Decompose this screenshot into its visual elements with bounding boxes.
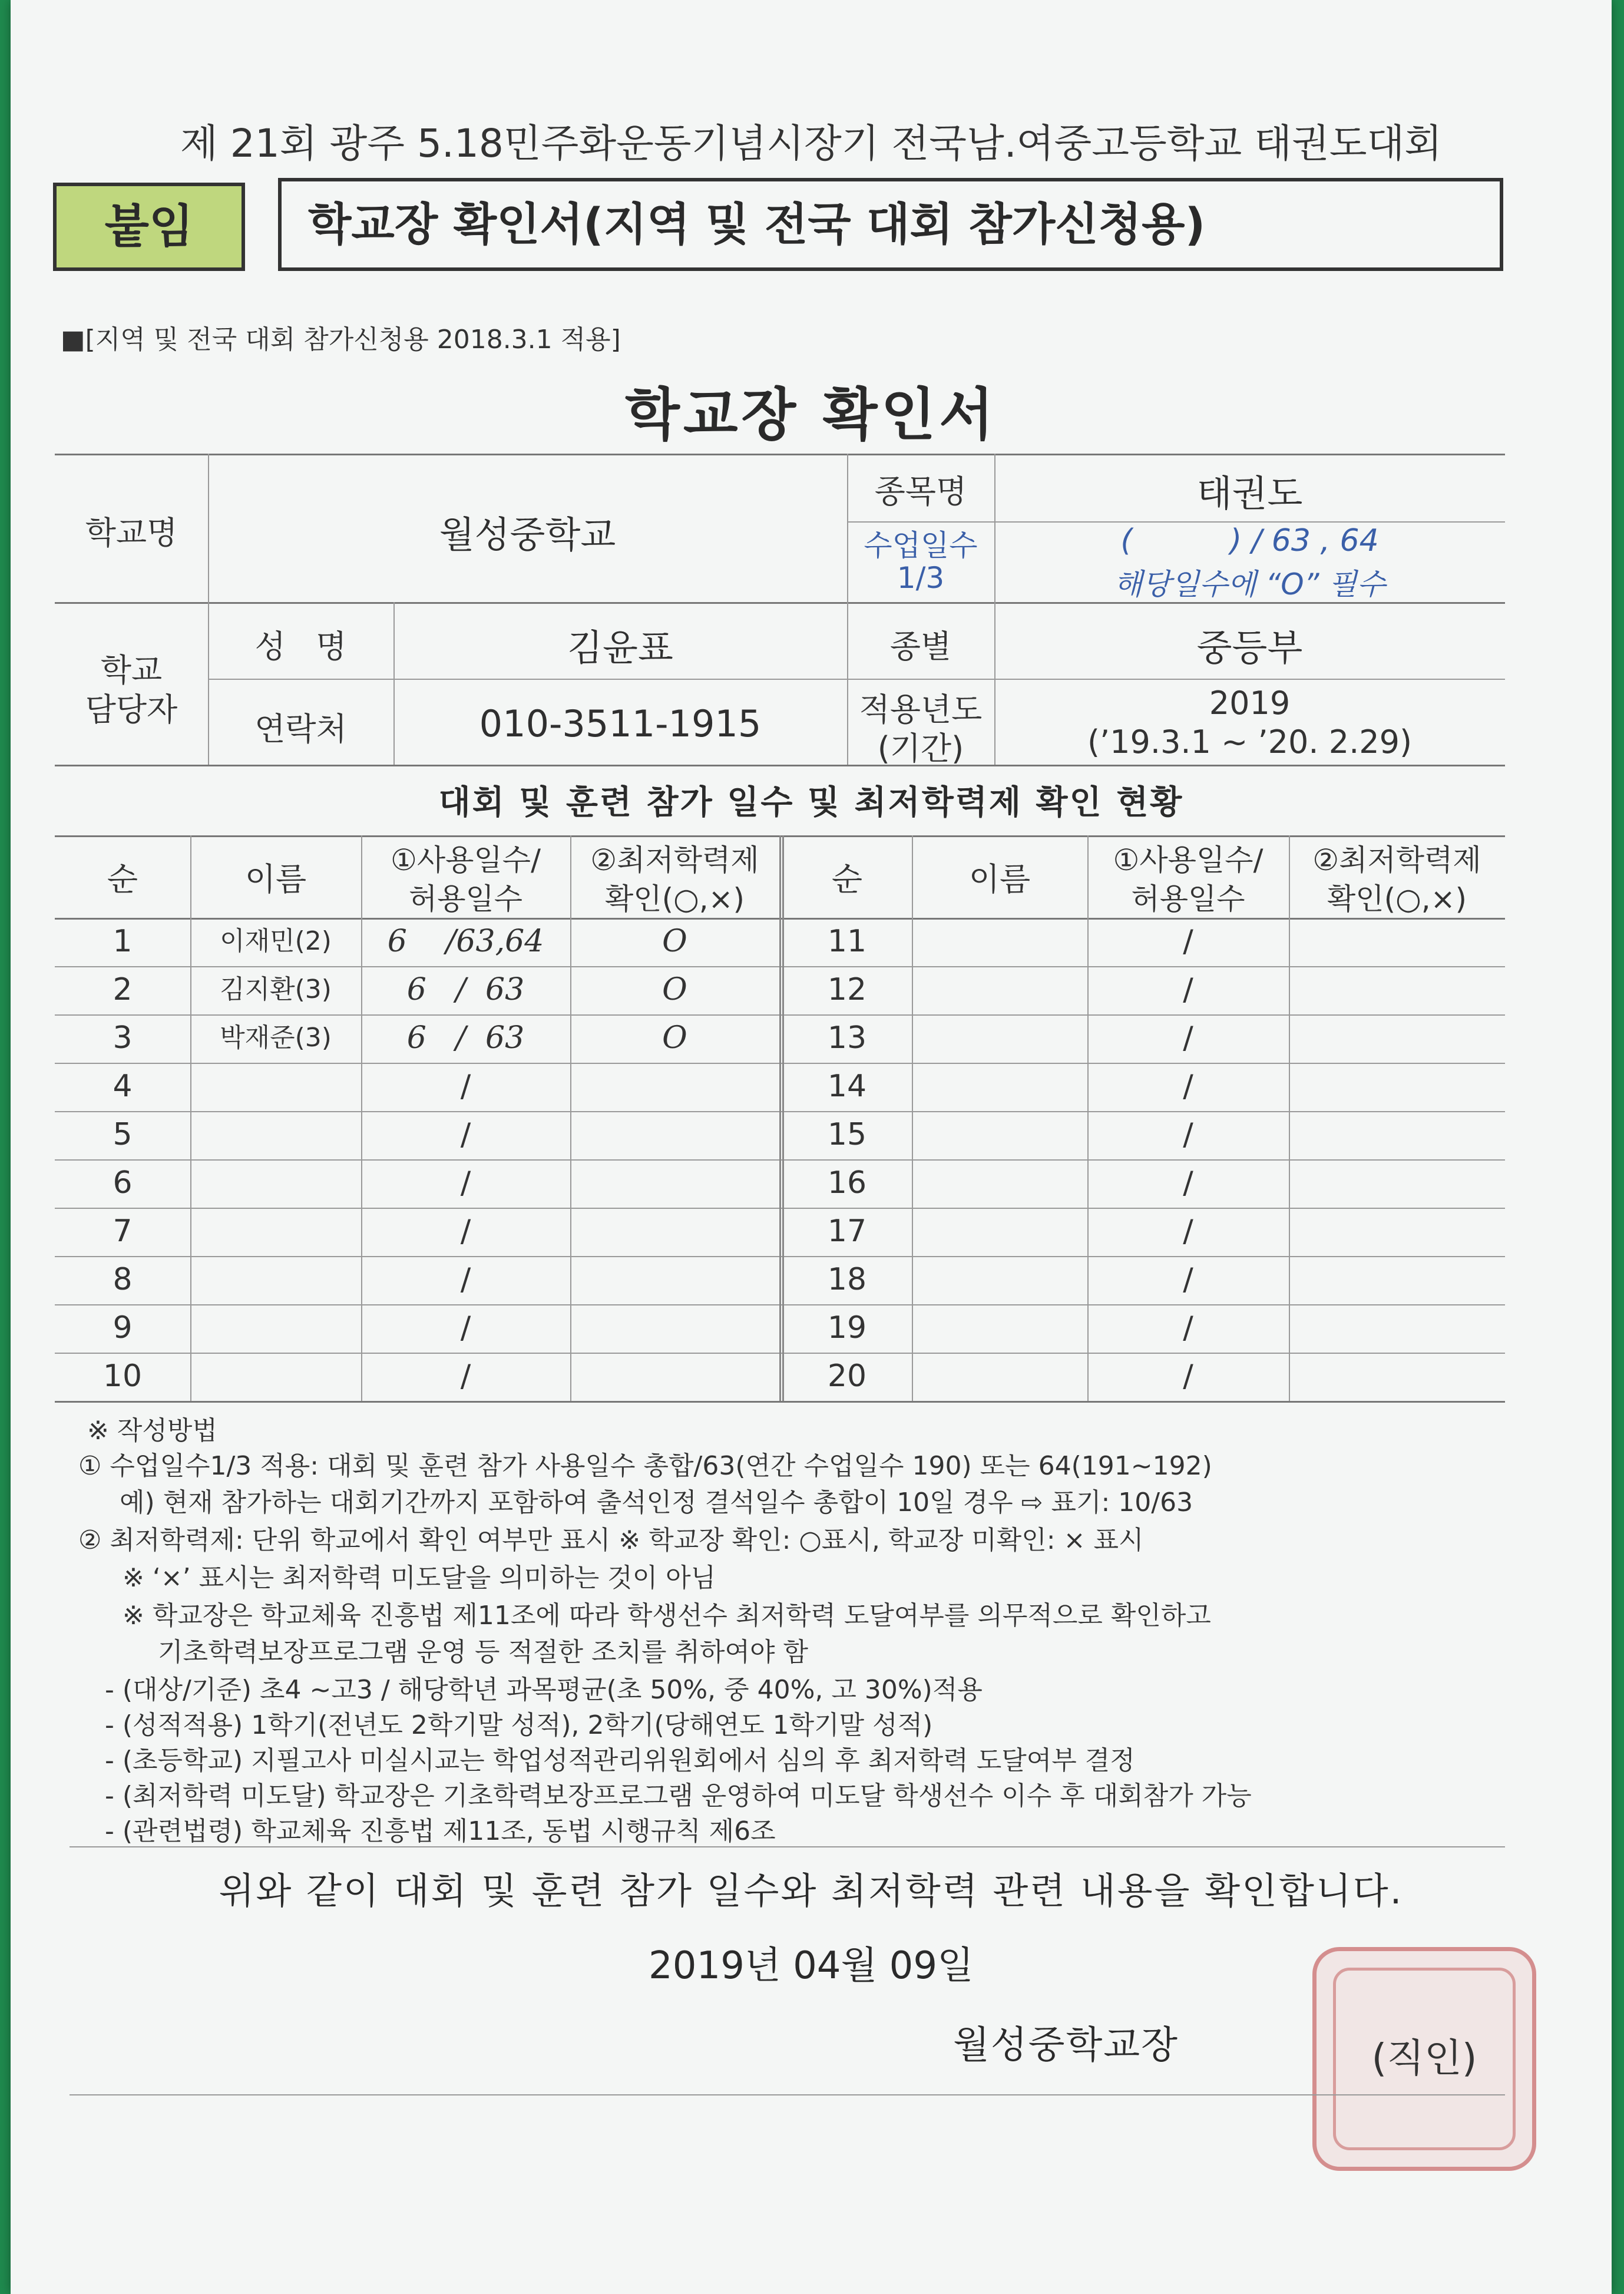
class-days-value: ( ) / 63 , 64 [1120,523,1379,558]
row-number: 9 [113,1310,133,1346]
info-table-top-border [55,454,1505,455]
header-days: ①사용일수/ [1113,843,1264,877]
row-number: 7 [113,1214,133,1249]
row-days: / [460,1117,471,1152]
division-value: 중등부 [1196,626,1303,669]
row-number: 17 [827,1214,867,1249]
notes-title: ※ 작성방법 [87,1416,217,1446]
row-number: 8 [113,1262,133,1297]
header-min: ②최저학력제 [590,843,759,877]
header-name: 이름 [968,861,1031,898]
row-days: / [1183,1262,1193,1297]
row-number: 19 [827,1310,867,1346]
row-number: 13 [827,1020,867,1056]
class-days-label: 수업일수 [864,528,978,563]
row-days: 6 / 63 [406,972,525,1007]
sport-value: 태권도 [1196,472,1303,515]
detail-target: - (대상/기준) 초4 ~고3 / 해당학년 과목평균(초 50%, 중 40%, 고 30%)적용 [105,1675,983,1705]
row-number: 10 [102,1358,143,1394]
detail-law: - (관련법령) 학교체육 진흥법 제11조, 동법 시행규칙 제6조 [105,1816,776,1846]
sport-label: 종목명 [874,473,967,510]
confirm-statement: 위와 같이 대회 및 훈련 참가 일수와 최저학력 관련 내용을 확인합니다. [219,1869,1404,1912]
year-period: (’19.3.1 ~ ’20. 2.29) [1087,723,1413,761]
row-days: / [1183,1069,1193,1104]
row-days: / [1183,924,1193,959]
row-days: / [1183,1214,1193,1249]
footer-divider [70,2094,1505,2095]
row-days: / [460,1069,471,1104]
row-days: / [460,1358,471,1394]
division-label: 종별 [889,628,952,665]
row-number: 1 [113,924,133,959]
document-title: 학교장 확인서 [625,382,997,448]
row-days: / [1183,1117,1193,1152]
row-days: 6 / 63 [406,1020,525,1056]
detail-grades: - (성적적용) 1학기(전년도 2학기말 성적), 2학기(당해연도 1학기말 성적) [105,1710,933,1740]
row-name: 박재준(3) [220,1023,332,1053]
seal-label: (직인) [1371,2035,1477,2081]
row-days: / [460,1165,471,1201]
row-days: / [1183,1358,1193,1394]
detail-not-reached: - (최저학력 미도달) 학교장은 기초학력보장프로그램 운영하여 미도달 학생선수 이수 후 대회참가 가능 [105,1781,1252,1811]
row-min-check: O [662,972,687,1007]
note-1-example: 예) 현재 참가하는 대회기간까지 포함하여 출석인정 결석일수 총합이 10일 경우 ⇨ 표기: 10/63 [120,1488,1193,1518]
row-days: / [1183,1020,1193,1056]
contact-label: 연락처 [254,710,347,748]
row-number: 2 [113,972,133,1007]
row-number: 14 [827,1069,867,1104]
document-page [11,0,1612,2294]
header-no: 순 [107,861,138,898]
row-days: / [460,1262,471,1297]
school-value: 월성중학교 [439,513,616,556]
row-days: 6 /63,64 [387,924,544,959]
row-number: 18 [827,1262,867,1297]
note-2: ② 최저학력제: 단위 학교에서 확인 여부만 표시 ※ 학교장 확인: ○표시, 학교장 미확인: × 표시 [78,1525,1144,1555]
competition-title: 제 21회 광주 5.18민주화운동기념시장기 전국남.여중고등학교 태권도대회 [180,121,1442,166]
contact-value: 010-3511-1915 [479,702,762,745]
name-value: 김윤표 [567,626,673,669]
row-number: 15 [827,1117,867,1152]
header-min: ②최저학력제 [1312,843,1481,877]
class-days-label-fraction: 1/3 [897,561,945,595]
row-number: 12 [827,972,867,1007]
note-2-x: ※ ‘×’ 표시는 최저학력 미도달을 의미하는 것이 아님 [123,1563,716,1593]
header-name: 이름 [244,861,307,898]
row-days: / [460,1310,471,1346]
row-number: 3 [113,1020,133,1056]
school-label: 학교명 [85,514,178,551]
status-table-bottom-border [55,1401,1505,1403]
row-number: 5 [113,1117,133,1152]
note-1: ① 수업일수1/3 적용: 대회 및 훈련 참가 사용일수 총합/63(연간 수업일수 190) 또는 64(191~192) [78,1451,1212,1481]
row-number: 4 [113,1069,133,1104]
header-min-2: 확인(○,×) [1327,882,1467,916]
status-vline [1289,835,1290,1401]
principal-name: 월성중학교장 [953,2024,1179,2067]
info-line [208,679,1505,680]
status-title: 대회 및 훈련 참가 일수 및 최저학력제 확인 현황 [438,784,1184,822]
row-days: / [1183,972,1193,1007]
row-number: 6 [113,1165,133,1201]
note-2-duty: ※ 학교장은 학교체육 진흥법 제11조에 따라 학생선수 최저학력 도달여부를 의무적으로 확인하고 [123,1601,1211,1631]
row-name: 이재민(2) [220,926,332,956]
info-line [55,765,1505,766]
attachment-label: 붙임 [53,183,245,271]
class-days-note: 해당일수에 “O” 필수 [1113,567,1386,601]
row-number: 16 [827,1165,867,1201]
header-days: ①사용일수/ [391,843,541,877]
row-days: / [1183,1165,1193,1201]
header-days-2: 허용일수 [1131,882,1245,916]
row-days: / [1183,1310,1193,1346]
detail-elementary: - (초등학교) 지필고사 미실시교는 학업성적관리위원회에서 심의 후 최저학력 도달여부 결정 [105,1746,1135,1776]
manager-label: 학교 [100,652,163,689]
name-label: 성 명 [254,628,347,665]
heading-box: 학교장 확인서(지역 및 전국 대회 참가신청용) [278,178,1503,271]
applied-note: ■[지역 및 전국 대회 참가신청용 2018.3.1 적용] [61,325,621,355]
document-date: 2019년 04월 09일 [649,1944,974,1988]
year-label-2: (기간) [877,730,964,767]
row-name: 김지환(3) [220,974,332,1004]
header-min-2: 확인(○,×) [604,882,745,916]
status-vline [912,835,913,1401]
header-no: 순 [831,861,863,898]
row-min-check: O [662,1020,687,1056]
note-2-duty-cont: 기초학력보장프로그램 운영 등 적절한 조치를 취하여야 함 [158,1637,809,1667]
row-min-check: O [662,924,687,959]
row-days: / [460,1214,471,1249]
row-number: 20 [827,1358,867,1394]
year-label: 적용년도 [859,691,983,728]
manager-label-2: 담당자 [85,691,178,728]
year-value: 2019 [1209,685,1291,722]
notes-divider [70,1846,1505,1847]
header-days-2: 허용일수 [408,882,523,916]
row-number: 11 [827,924,867,959]
